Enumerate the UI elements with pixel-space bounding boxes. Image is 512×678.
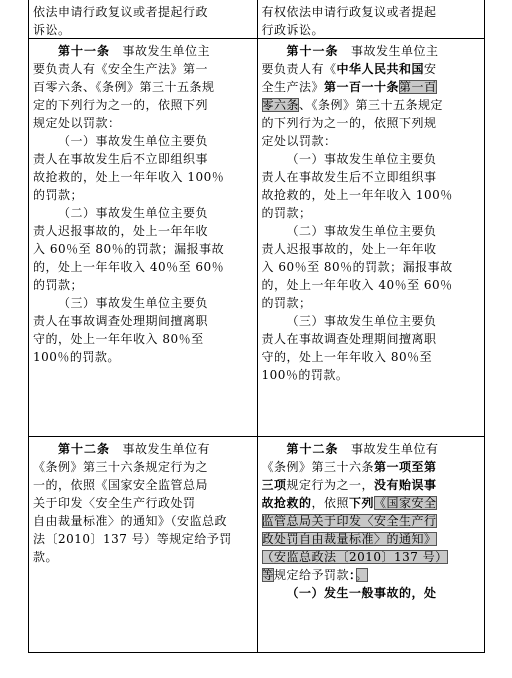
inserted-text: 中华人民共和国: [336, 62, 425, 76]
text-line: 守的，处上一年年收入 80％至: [261, 350, 433, 364]
inserted-text: 三项: [261, 478, 287, 492]
text-line: 责人在事故调查处理期间擅离职: [261, 332, 437, 346]
text-line: 依法申请行政复议或者提起行政: [33, 5, 209, 19]
text-line: 守的，处上一年年收入 80％至: [33, 332, 204, 346]
text-span: 规定行为之一，: [286, 478, 375, 492]
inserted-text: 第一百一十条: [324, 80, 400, 94]
deleted-text-highlight: （安监总政法〔2010〕137 号）: [261, 550, 448, 564]
text-line: 100％的罚款。: [33, 350, 120, 364]
inserted-text: 第一项至第: [374, 460, 437, 474]
text-line: （一）事故发生单位主要负: [286, 152, 437, 166]
text-line: 事故发生单位有: [351, 442, 439, 456]
left-cell-article-12: [29, 437, 257, 652]
text-line: 事故发生单位有: [122, 442, 211, 456]
text-line: 的，处上一年年收入 40％至 60％: [261, 278, 453, 292]
comparison-table: [28, 0, 485, 653]
inserted-text: 下列: [349, 496, 375, 510]
right-cell-article-12: [257, 437, 485, 652]
text-line: 《条例》第三十六条规定行为之: [33, 460, 209, 474]
table-row: [29, 38, 484, 436]
text-line: （二）事故发生单位主要负: [58, 206, 209, 220]
text-line: （三）事故发生单位主要负: [58, 296, 209, 310]
text-line: 责人迟报事故的，处上一年年收: [33, 224, 209, 238]
inserted-text: 故抢救的: [261, 496, 312, 510]
text-line: 责人在事故发生后不立即组织事: [33, 152, 209, 166]
inserted-text: （一）发生一般事故的，处: [286, 586, 437, 600]
text-line: 事故发生单位主: [351, 44, 439, 58]
text-span: 全生产法》: [261, 80, 325, 94]
text-line: 的，处上一年年收入 40％至 60％: [33, 260, 225, 274]
text-line: 关于印发〈安全生产行政处罚: [33, 496, 196, 510]
text-line: 的罚款；: [33, 188, 84, 202]
article-heading: 第十一条: [58, 44, 111, 58]
deleted-text-highlight: 零六条: [261, 98, 300, 112]
text-line: 有权依法申请行政复议或者提起: [261, 5, 437, 19]
deleted-text-highlight: 《国家安全: [374, 496, 437, 510]
text-line: 诉讼。: [33, 23, 71, 37]
text-line: 的罚款；: [33, 278, 84, 292]
text-line: 行政诉讼。: [261, 23, 325, 37]
inserted-text: 没有贻误事: [374, 478, 437, 492]
text-line: （二）事故发生单位主要负: [286, 224, 437, 238]
text-line: 的罚款；: [261, 206, 312, 220]
right-cell-article-11: [257, 39, 485, 436]
text-line: 入 60％至 80％的罚款；漏报事故: [33, 242, 225, 256]
text-line: 责人在事故发生后不立即组织事: [261, 170, 437, 184]
text-line: 故抢救的，处上一年年收入 100％: [261, 188, 453, 202]
text-line: 规定处以罚款：: [33, 116, 121, 130]
text-line: 责人在事故调查处理期间擅离职: [33, 314, 209, 328]
table-row: [29, 0, 484, 38]
inserted-text: ：: [349, 568, 356, 582]
text-line: 责人迟报事故的，处上一年年收: [261, 242, 437, 256]
left-cell-intro: [29, 0, 257, 38]
left-cell-article-11: [29, 39, 257, 436]
article-heading: 第十一条: [286, 44, 339, 58]
deleted-text-highlight: 。: [355, 568, 369, 582]
text-line: 的下列行为之一的，依照下列规: [261, 116, 437, 130]
deleted-text-highlight: 监管总局关于印发〈安全生产行: [261, 514, 437, 528]
text-line: 定的下列行为之一的，依照下列: [33, 98, 209, 112]
text-line: 故抢救的，处上一年年收入 100％: [33, 170, 225, 184]
table-row: [29, 436, 484, 652]
text-span: ，依照: [311, 496, 350, 510]
text-span: 安: [424, 62, 437, 76]
text-line: 百零六条、《条例》第三十五条规: [33, 80, 215, 94]
article-heading: 第十二条: [58, 442, 111, 456]
text-line: （三）事故发生单位主要负: [286, 314, 437, 328]
article-heading: 第十二条: [286, 442, 339, 456]
text-span: 、《条例》第三十五条规定: [299, 98, 444, 112]
text-line: 100％的罚款。: [261, 368, 349, 382]
deleted-text-highlight: 等: [261, 568, 275, 582]
text-line: 法〔2010〕137 号）等规定给予罚: [33, 532, 232, 546]
deleted-text-highlight: 第一百: [399, 80, 437, 94]
text-line: （一）事故发生单位主要负: [58, 134, 209, 148]
text-span: 要负责人有《: [261, 62, 337, 76]
text-span: 规定给予罚款: [274, 568, 350, 582]
text-line: 自由裁量标准〉的通知》（安监总政: [33, 514, 228, 528]
text-line: 事故发生单位主: [122, 44, 211, 58]
text-line: 的罚款；: [261, 296, 312, 310]
text-line: 定处以罚款：: [261, 134, 337, 148]
right-cell-intro: [257, 0, 485, 38]
text-span: 《条例》第三十六条: [261, 460, 375, 474]
text-line: 一的，依照《国家安全监管总局: [33, 478, 209, 492]
deleted-text-highlight: 政处罚自由裁量标准〉的通知》: [261, 532, 437, 546]
text-line: 要负责人有《安全生产法》第一: [33, 62, 209, 76]
text-line: 款。: [33, 550, 59, 564]
text-line: 入 60％至 80％的罚款；漏报事故: [261, 260, 453, 274]
